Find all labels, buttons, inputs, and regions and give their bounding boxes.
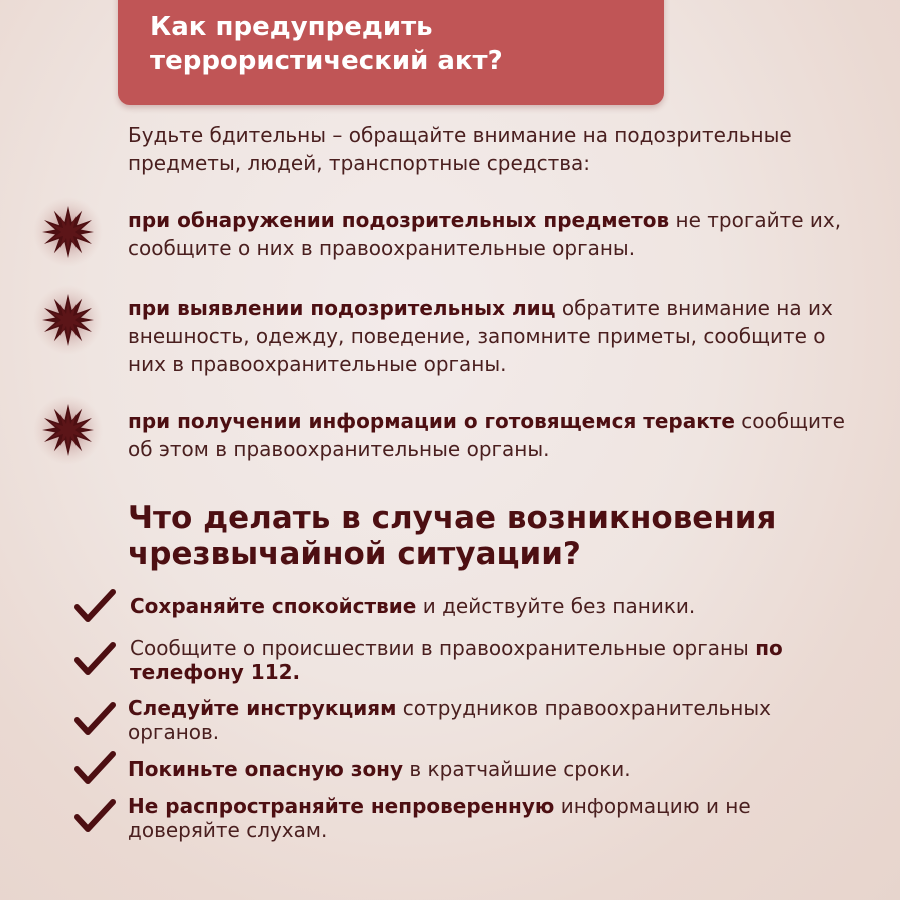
checkmark-icon [74, 798, 116, 834]
emergency-item [128, 757, 848, 781]
emergency-item-bold: Следуйте инструкциям [128, 696, 397, 720]
intro-text: Будьте бдительны – обращайте внимание на подозрительные предметы, людей, транспортные средства: [128, 123, 792, 175]
emergency-item-bold: Не распространяйте непроверенную [128, 794, 555, 818]
prevention-item-text: не трогайте их, сообщите о них в правоохранительные органы. [128, 208, 842, 260]
checkmark-icon [74, 641, 116, 677]
burst-icon [32, 394, 104, 466]
prevention-item [128, 294, 858, 378]
emergency-item-bold: Сохраняйте спокойствие [130, 594, 417, 618]
burst-icon [32, 196, 104, 268]
section-title: Что делать в случае возникновения чрезвычайной ситуации? [128, 500, 777, 572]
checkmark-icon [74, 701, 116, 737]
emergency-item-text: сотрудников правоохранительных органов. [128, 696, 771, 744]
prevention-item [128, 206, 858, 262]
page-title: Как предупредить террористический акт? [150, 12, 503, 76]
emergency-item-text: в кратчайшие сроки. [403, 757, 631, 781]
prevention-item-bold: при выявлении подозрительных лиц [128, 296, 556, 320]
emergency-item [130, 594, 850, 618]
emergency-item-bold: по телефону 112. [130, 636, 783, 684]
burst-icon [32, 284, 104, 356]
prevention-item [128, 407, 858, 463]
emergency-item [130, 636, 850, 684]
emergency-item-text: и действуйте без паники. [416, 594, 696, 618]
emergency-item-text: Сообщите о происшествии в правоохранительные органы [130, 636, 756, 660]
prevention-item-bold: при получении информации о готовящемся теракте [128, 409, 735, 433]
emergency-item-bold: Покиньте опасную зону [128, 757, 404, 781]
prevention-item-text: обратите внимание на их внешность, одежду, поведение, запомните приметы, сообщите о них в правоохранительные органы. [128, 296, 833, 376]
checkmark-icon [74, 588, 116, 624]
checkmark-icon [74, 750, 116, 786]
emergency-item [128, 696, 848, 744]
emergency-item-text: информацию и не доверяйте слухам. [128, 794, 751, 842]
prevention-item-bold: при обнаружении подозрительных предметов [128, 208, 670, 232]
prevention-item-text: сообщите об этом в правоохранительные органы. [128, 409, 845, 461]
emergency-item [128, 794, 848, 842]
